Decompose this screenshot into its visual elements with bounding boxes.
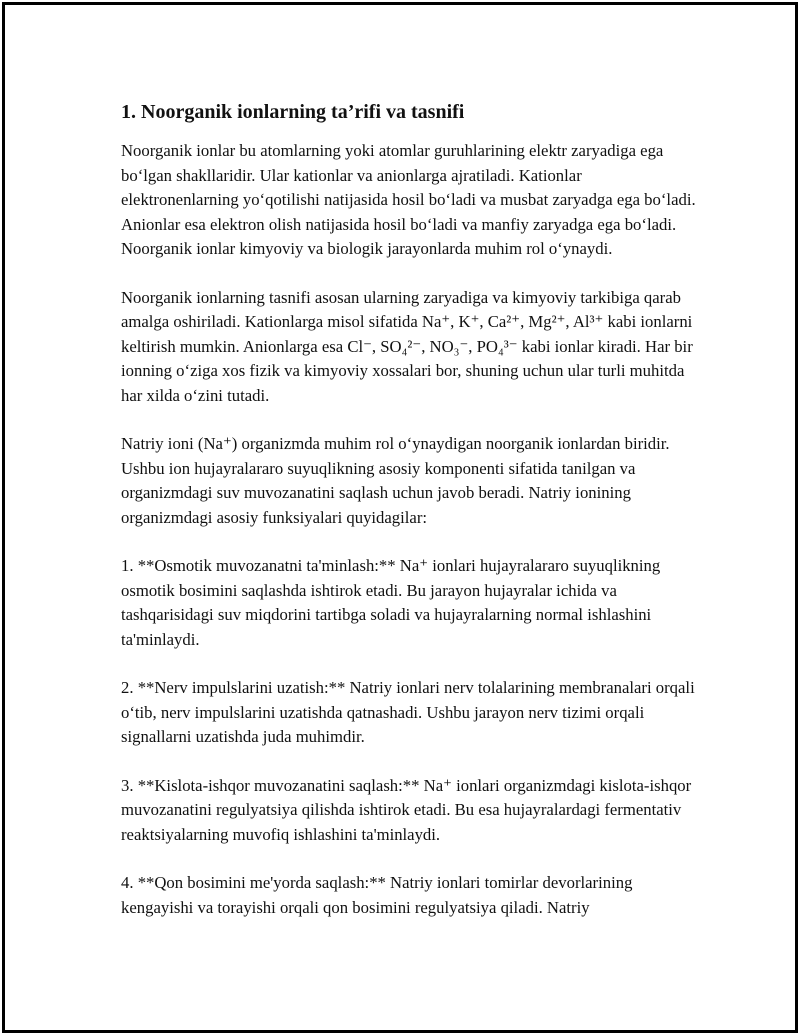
document-body bbox=[121, 99, 701, 944]
list-item-acid-base: 3. **Kislota-ishqor muvozanatini saqlash:** Na⁺ ionlari organizmdagi kislota-ishqor muvozanatini regulyatsiya qilishda ishtirok etadi. Bu esa hujayralardagi fermentativ reaktsiyalarning muvofiq ishlashini ta'minlaydi. bbox=[121, 775, 692, 844]
section-heading: 1. Noorganik ionlarning ta’rifi va tasnifi bbox=[121, 101, 465, 123]
paragraph-classification: Noorganik ionlarning tasnifi asosan ularning zaryadiga va kimyoviy tarkibiga qarab amalga oshiriladi. Kationlarga misol sifatida Na⁺, K⁺, Ca²⁺, Mg²⁺, Al³⁺ kabi ionlarni keltirish mumkin. Anionlarga esa Cl⁻, SO₄²⁻, NO₃⁻, PO₄³⁻ kabi ionlar kiradi. Har bir ionning o‘ziga xos fizik va kimyoviy xossalari bor, shuning uchun ular turli muhitda har xilda o‘zini tutadi. bbox=[121, 287, 693, 405]
list-item-nerve: 2. **Nerv impulslarini uzatish:** Natriy ionlari nerv tolalarining membranalari orqali o‘tib, nerv impulslarini uzatishda qatnashadi. Ushbu jarayon nerv tizimi orqali signallarni uzatishda juda muhimdir. bbox=[121, 678, 695, 746]
paragraph-definition: Noorganik ionlar bu atomlarning yoki atomlar guruhlarining elektr zaryadiga ega bo‘lgan shakllaridir. Ular kationlar va anionlarga ajratiladi. Kationlar elektronenlarning yo‘qotilishi natijasida hosil bo‘ladi va musbat zaryadga ega bo‘ladi. Anionlar esa elektron olish natijasida hosil bo‘ladi va manfiy zaryadga ega bo‘ladi. Noorganik ionlar kimyoviy va biologik jarayonlarda muhim rol o‘ynaydi. bbox=[121, 141, 696, 258]
paragraph-sodium-intro: Natriy ioni (Na⁺) organizmda muhim rol o‘ynaydigan noorganik ionlardan biridir. Ushbu ion hujayralararo suyuqlikning asosiy komponenti sifatida tanilgan va organizmdagi suv muvozanatini saqlash uchun javob beradi. Natriy ionining organizmdagi asosiy funksiyalari quyidagilar: bbox=[121, 434, 670, 527]
list-item-osmotic: 1. **Osmotik muvozanatni ta'minlash:** Na⁺ ionlari hujayralararo suyuqlikning osmotik bosimini saqlashda ishtirok etadi. Bu jarayon hujayralar ichida va tashqarisidagi suv miqdorini tartibga soladi va hujayralarning normal ishlashini ta'minlaydi. bbox=[121, 556, 661, 649]
list-item-blood-pressure: 4. **Qon bosimini me'yorda saqlash:** Natriy ionlari tomirlar devorlarining kengayishi va torayishi orqali qon bosimini regulyatsiya qiladi. Natriy bbox=[121, 873, 633, 917]
page-frame bbox=[2, 2, 798, 1033]
